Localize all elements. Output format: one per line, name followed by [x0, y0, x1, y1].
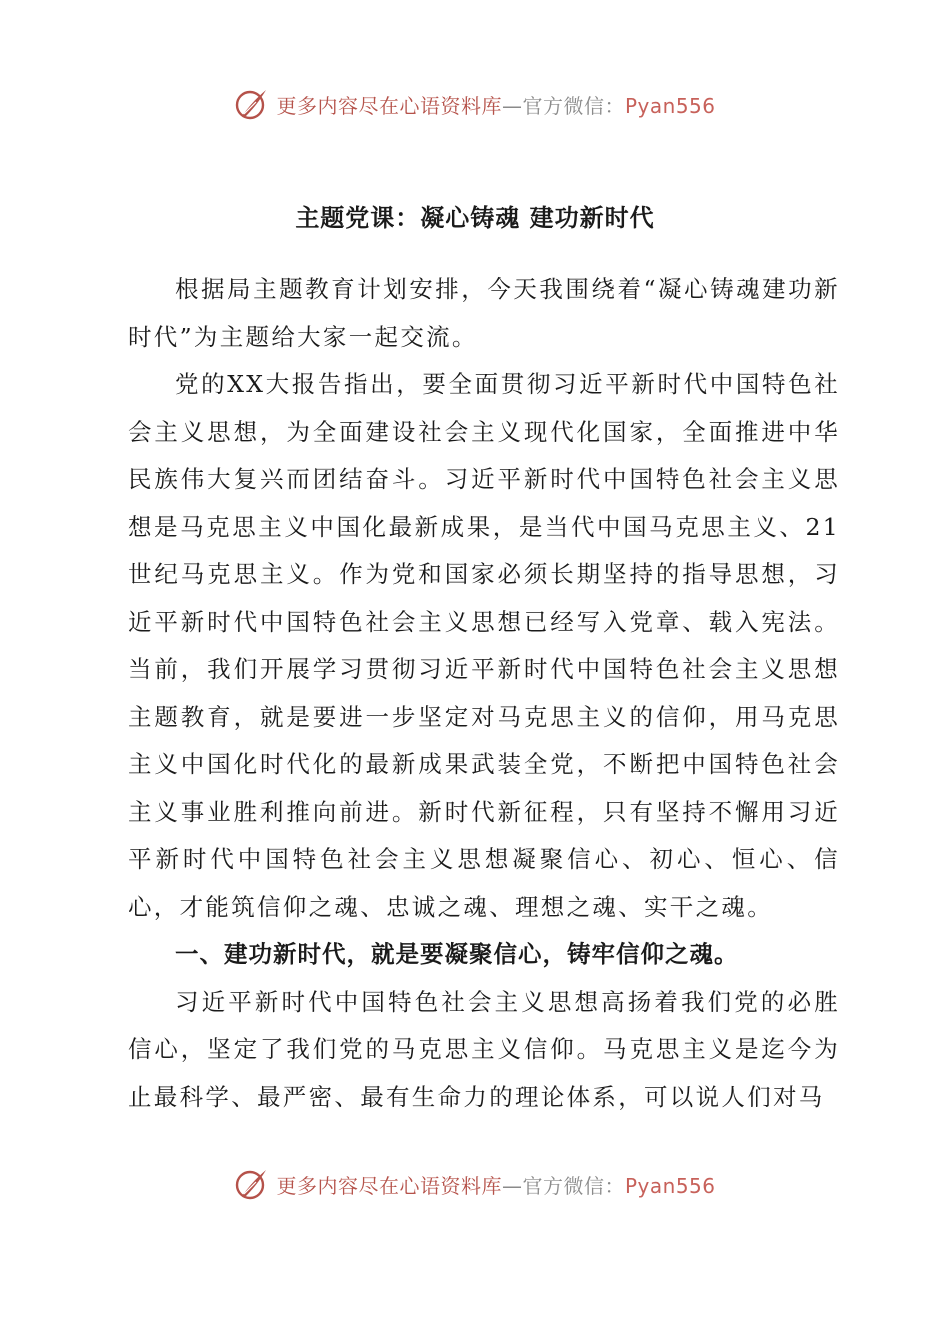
watermark-wechat-id: Pyan556: [624, 1173, 716, 1198]
paragraph-intro: 根据局主题教育计划安排，今天我围绕着“凝心铸魂建功新时代”为主题给大家一起交流。: [128, 275, 840, 351]
watermark-main: 更多内容尽在心语资料库: [276, 93, 502, 118]
watermark-wechat-id: Pyan556: [624, 93, 716, 118]
section-heading: 一、建功新时代，就是要凝聚信心，铸牢信仰之魂。: [175, 940, 739, 968]
watermark-wechat-label: 官方微信：: [522, 1173, 625, 1198]
watermark-wechat-label: 官方微信：: [522, 93, 625, 118]
quill-pen-logo-icon: [234, 1166, 270, 1202]
watermark-dash: —: [501, 1173, 523, 1198]
document-title: 主题党课：凝心铸魂 建功新时代: [295, 204, 655, 232]
quill-pen-logo-icon: [234, 86, 270, 122]
paragraph-main: 党的XX大报告指出，要全面贯彻习近平新时代中国特色社会主义思想，为全面建设社会主义现代化国家，全面推进中华民族伟大复兴而团结奋斗。习近平新时代中国特色社会主义思想是马克思主义中国化最新成果，是当代中国马克思主义、21世纪马克思主义。作为党和国家必须长期坚持的指导思想，习近平新时代中国特色社会主义思想已经写入党章、载入宪法。当前，我们开展学习贯彻习近平新时代中国特色社会主义思想主题教育，就是要进一步坚定对马克思主义的信仰，用马克思主义中国化时代化的最新成果武装全党，不断把中国特色社会主义事业胜利推向前进。新时代新征程，只有坚持不懈用习近平新时代中国特色社会主义思想凝聚信心、初心、恒心、信心，才能筑信仰之魂、忠诚之魂、理想之魂、实干之魂。: [128, 370, 840, 921]
paragraph-section-1: 习近平新时代中国特色社会主义思想高扬着我们党的必胜信心，坚定了我们党的马克思主义信仰。马克思主义是迄今为止最科学、最严密、最有生命力的理论体系，可以说人们对马: [128, 987, 840, 1111]
footer-watermark: [0, 1164, 950, 1204]
watermark-main: 更多内容尽在心语资料库: [276, 1173, 502, 1198]
document-body: [128, 266, 840, 1121]
header-watermark: [0, 84, 950, 124]
watermark-text: [276, 1170, 715, 1199]
watermark-dash: —: [501, 93, 523, 118]
watermark-text: [276, 90, 715, 119]
